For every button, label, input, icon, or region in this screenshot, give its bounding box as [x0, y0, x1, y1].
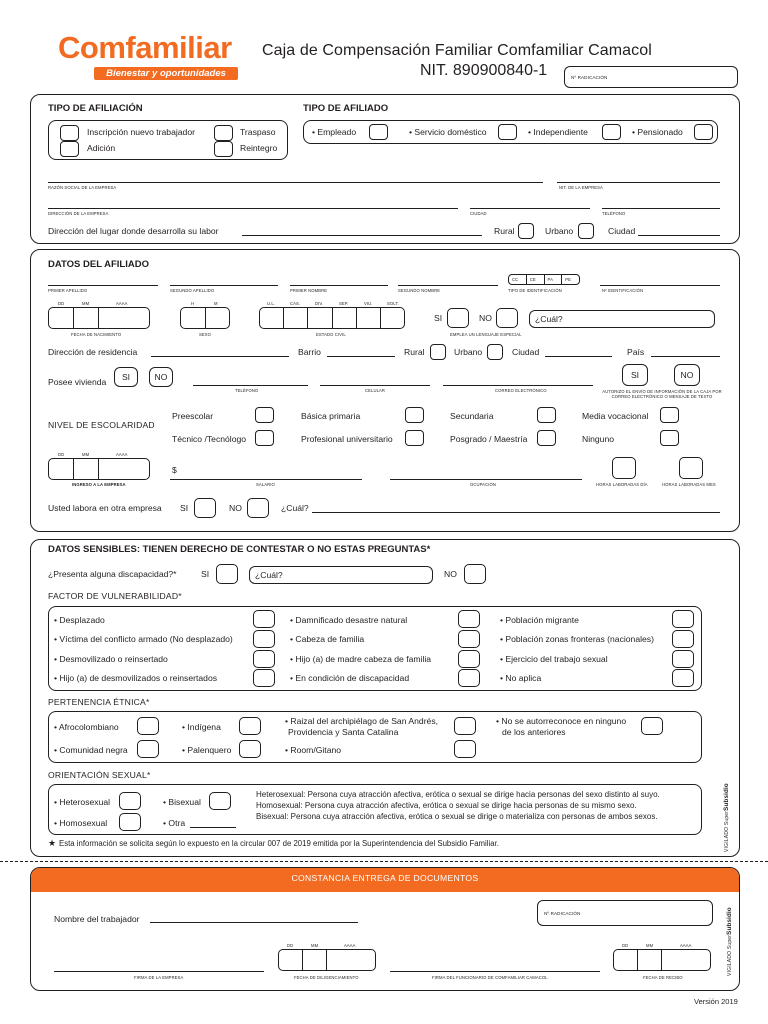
- id-type-pe[interactable]: PE: [565, 277, 572, 282]
- nombre-trabajador-line[interactable]: [150, 922, 358, 923]
- residencia-label: Dirección de residencia: [48, 347, 138, 357]
- sensibles-title: DATOS SENSIBLES: TIENEN DERECHO DE CONTESTAR O NO ESTAS PREGUNTAS*: [48, 544, 431, 555]
- pais-label: País: [627, 347, 645, 357]
- vivienda-si[interactable]: SI: [114, 367, 138, 387]
- fr-dd: DD: [622, 943, 629, 948]
- celular-line[interactable]: [320, 385, 430, 386]
- nit-empresa-line[interactable]: [557, 182, 720, 183]
- orientacion-homo: • Homosexual: [54, 818, 108, 828]
- label-empleado: • Empleado: [312, 127, 357, 137]
- nota-circular: Esta información se solicita según lo expuesto en la circular 007 de 2019 emitida por la Superintendencia del Subsidio Familiar.: [59, 839, 499, 848]
- label-pensionado: • Pensionado: [632, 127, 683, 137]
- page-title: Caja de Compensación Familiar Comfamiliar Camacol: [262, 42, 652, 59]
- nivel-posgrado: Posgrado / Maestría: [450, 434, 528, 444]
- checkbox-etnia-raizal[interactable]: [454, 717, 476, 735]
- checkbox-empleado[interactable]: [369, 124, 388, 140]
- vuln-victima: • Víctima del conflicto armado (No desplazado): [54, 634, 233, 644]
- vulnerabilidad-title: FACTOR DE VULNERABILIDAD*: [48, 591, 182, 601]
- checkbox-pensionado[interactable]: [694, 124, 713, 140]
- etnia-comunidad-negra: • Comunidad negra: [54, 745, 128, 755]
- escolaridad-title: NIVEL DE ESCOLARIDAD: [48, 420, 155, 430]
- otra-empresa-cual-line[interactable]: [312, 512, 720, 513]
- discapacidad-cual-field[interactable]: [249, 566, 433, 584]
- fecha-diligenciamiento-field[interactable]: [278, 949, 376, 971]
- nivel-basica: Básica primaria: [301, 411, 361, 421]
- correo-line[interactable]: [443, 385, 593, 386]
- fecha-recibo-field[interactable]: [613, 949, 711, 971]
- vuln-discapacidad: • En condición de discapacidad: [290, 673, 410, 683]
- checkbox-vuln-discapacidad[interactable]: [458, 669, 480, 687]
- firma-funcionario-label: FIRMA DEL FUNCIONARIO DE COMFAMILIAR CAMACOL: [432, 975, 548, 980]
- dd-label: DD: [58, 301, 65, 306]
- radicacion-field[interactable]: [564, 66, 738, 88]
- nivel-secundaria: Secundaria: [450, 411, 494, 421]
- residencia-line[interactable]: [151, 356, 289, 357]
- afiliado-tipo-title: TIPO DE AFILIADO: [303, 103, 389, 114]
- mm-label: MM: [82, 301, 90, 306]
- segundo-apellido-line[interactable]: [170, 285, 278, 286]
- checkbox-vuln-desmovilizado[interactable]: [253, 650, 275, 668]
- definicion-homosexual: Homosexual: Persona cuya atracción afectiva, erótica o sexual se dirige hacia personas de su mismo sexo.: [256, 801, 637, 810]
- definiciones-block: [256, 789, 660, 822]
- sexo-label: SEXO: [199, 332, 212, 337]
- checkbox-posgrado[interactable]: [537, 430, 556, 446]
- star-icon: ★: [48, 838, 57, 848]
- ingreso-dd: DD: [58, 452, 65, 457]
- logo-wordmark: Comfamiliar: [58, 30, 232, 65]
- numero-id-label: Nº IDENTIFICACIÓN: [602, 288, 644, 293]
- salario-currency: $: [172, 465, 177, 475]
- otra-empresa-si-label: SI: [180, 503, 189, 513]
- telefono-afiliado-label: TELÉFONO: [235, 388, 259, 393]
- checkbox-urbano-empresa[interactable]: [578, 223, 594, 239]
- etnia-indigena: • Indígena: [182, 722, 221, 732]
- orientacion-bisexual: • Bisexual: [163, 797, 201, 807]
- checkbox-vuln-hijo-madre[interactable]: [458, 650, 480, 668]
- checkbox-tecnico[interactable]: [255, 430, 274, 446]
- fr-aaaa: AAAA: [680, 943, 692, 948]
- rural-label-empresa: Rural: [494, 226, 515, 236]
- label-traspaso: Traspaso: [240, 127, 276, 137]
- vuln-cabeza-familia: • Cabeza de familia: [290, 634, 365, 644]
- aaaa-label: AAAA: [116, 301, 128, 306]
- primer-nombre-label: PRIMER NOMBRE: [290, 288, 328, 293]
- checkbox-orientacion-homo[interactable]: [119, 813, 141, 831]
- ciudad-empresa-label: CIUDAD: [470, 211, 487, 216]
- checkbox-preescolar[interactable]: [255, 407, 274, 423]
- correo-label: CORREO ELECTRÓNICO: [495, 388, 547, 393]
- estado-civil-label: ESTADO CIVIL: [316, 332, 346, 337]
- civil-viu: VIU.: [364, 301, 373, 306]
- orientacion-hetero: • Heterosexual: [54, 797, 111, 807]
- sexo-field[interactable]: [180, 307, 230, 329]
- checkbox-vuln-fronteras[interactable]: [672, 630, 694, 648]
- lenguaje-cual-field[interactable]: [529, 310, 715, 328]
- horas-mes-label: HORAS LABORADAS MES: [662, 482, 716, 487]
- checkbox-vuln-victima[interactable]: [253, 630, 275, 648]
- checkbox-media[interactable]: [660, 407, 679, 423]
- pais-line[interactable]: [651, 356, 720, 357]
- checkbox-rural-empresa[interactable]: [518, 223, 534, 239]
- definicion-bisexual: Bisexual: Persona cuya atracción afectiva, erótica o sexual se dirige o materializa con personas de ambos sexos.: [256, 812, 658, 821]
- ingreso-label: INGRESO A LA EMPRESA: [72, 482, 126, 487]
- etnia-palenquero: • Palenquero: [182, 745, 232, 755]
- afiliado-title: DATOS DEL AFILIADO: [48, 259, 149, 270]
- discapacidad-no-label: NO: [444, 569, 457, 579]
- ingreso-field[interactable]: [48, 458, 150, 480]
- fd-dd: DD: [287, 943, 294, 948]
- checkbox-independiente[interactable]: [602, 124, 621, 140]
- nivel-profesional: Profesional universitario: [301, 434, 393, 444]
- etnia-ninguno-2: de los anteriores: [502, 727, 566, 737]
- label-adicion: Adición: [87, 143, 116, 153]
- primer-apellido-label: PRIMER APELLIDO: [48, 288, 88, 293]
- etnica-title: PERTENENCIA ÉTNICA*: [48, 697, 150, 707]
- orientacion-title: ORIENTACIÓN SEXUAL*: [48, 770, 151, 780]
- etnia-ninguno: • No se autorreconoce en ninguno: [496, 716, 627, 726]
- telefono-empresa-line[interactable]: [602, 208, 720, 209]
- checkbox-adicion[interactable]: [60, 141, 79, 157]
- urbano-label-empresa: Urbano: [545, 226, 574, 236]
- radicacion-label: Nº RADICACIÓN: [571, 75, 608, 80]
- primer-apellido-line[interactable]: [48, 285, 158, 286]
- checkbox-inscripcion[interactable]: [60, 125, 79, 141]
- logo-tagline: Bienestar y oportunidades: [94, 67, 238, 80]
- numero-id-line[interactable]: [600, 285, 720, 286]
- fecha-nacimiento-field[interactable]: [48, 307, 150, 329]
- horas-dia-field[interactable]: [612, 457, 636, 479]
- otra-empresa-label: Usted labora en otra empresa: [48, 503, 162, 513]
- checkbox-basica[interactable]: [405, 407, 424, 423]
- nivel-tecnico: Técnico /Tecnólogo: [172, 434, 247, 444]
- checkbox-etnia-comunidad-negra[interactable]: [137, 740, 159, 758]
- etnia-raizal: • Raizal del archipiélago de San Andrés,: [285, 716, 439, 726]
- fecha-nacimiento-label: FECHA DE NACIMIENTO: [71, 332, 122, 337]
- etnia-afro: • Afrocolombiano: [54, 722, 119, 732]
- ciudad-residencia-label: Ciudad: [512, 347, 540, 357]
- ciudad-empresa-line[interactable]: [470, 208, 590, 209]
- ingreso-mm: MM: [82, 452, 90, 457]
- discapacidad-cual-label: ¿Cuál?: [255, 570, 283, 580]
- checkbox-lenguaje-si[interactable]: [447, 308, 469, 328]
- firma-empresa-label: FIRMA DE LA EMPRESA: [134, 975, 184, 980]
- salario-label: SALARIO: [256, 482, 275, 487]
- civil-sep: SEP.: [339, 301, 349, 306]
- checkbox-otra-empresa-no[interactable]: [247, 498, 269, 518]
- constancia-title: CONSTANCIA ENTREGA DE DOCUMENTOS: [291, 873, 479, 883]
- segundo-nombre-label: SEGUNDO NOMBRE: [398, 288, 441, 293]
- section-afiliacion: [30, 94, 740, 244]
- primer-nombre-line[interactable]: [290, 285, 388, 286]
- horas-dia-label: HORAS LABORADAS DÍA: [596, 482, 648, 487]
- celular-label: CELULAR: [365, 388, 386, 393]
- ciudad-labor-label: Ciudad: [608, 226, 636, 236]
- ingreso-aaaa: AAAA: [116, 452, 128, 457]
- segundo-apellido-label: SEGUNDO APELLIDO: [170, 288, 215, 293]
- barrio-line[interactable]: [327, 356, 395, 357]
- firma-funcionario-line[interactable]: [390, 971, 600, 972]
- sexo-m-label: M: [214, 301, 218, 306]
- horas-mes-field[interactable]: [679, 457, 703, 479]
- salario-line[interactable]: [170, 479, 362, 480]
- afiliacion-title: TIPO DE AFILIACIÓN: [48, 103, 143, 114]
- ocupacion-label: OCUPACIÓN: [470, 482, 496, 487]
- checkbox-secundaria[interactable]: [537, 407, 556, 423]
- afiliacion-box: [48, 120, 288, 160]
- direccion-labor-label: Dirección del lugar donde desarrolla su labor: [48, 226, 219, 236]
- nit-label: NIT. 890900840-1: [420, 62, 548, 79]
- version-label: Versión 2019: [694, 997, 738, 1006]
- checkbox-vuln-trabajo-sexual[interactable]: [672, 650, 694, 668]
- fd-mm: MM: [311, 943, 319, 948]
- vigilado-supersubsidio-1: VIGILADO SuperSubsidio: [723, 783, 730, 852]
- checkbox-orientacion-bisexual[interactable]: [209, 792, 231, 810]
- nombre-trabajador-label: Nombre del trabajador: [54, 914, 140, 924]
- sexo-h-label: H: [191, 301, 195, 306]
- rural-label: Rural: [404, 347, 425, 357]
- id-type-pa[interactable]: PA: [545, 275, 563, 284]
- fecha-recibo-label: FECHA DE RECIBO: [643, 975, 683, 980]
- constancia-radicacion-field[interactable]: [537, 900, 713, 926]
- checkbox-otra-empresa-si[interactable]: [194, 498, 216, 518]
- autorizo-si[interactable]: SI: [622, 364, 648, 386]
- vivienda-no[interactable]: NO: [149, 367, 173, 387]
- checkbox-etnia-room[interactable]: [454, 740, 476, 758]
- otra-empresa-no-label: NO: [229, 503, 242, 513]
- checkbox-rural[interactable]: [430, 344, 446, 360]
- checkbox-servicio-domestico[interactable]: [498, 124, 517, 140]
- checkbox-etnia-ninguno[interactable]: [641, 717, 663, 735]
- direccion-empresa-label: DIRECCIÓN DE LA EMPRESA: [48, 211, 109, 216]
- civil-div: DIV.: [315, 301, 324, 306]
- vigilado-supersubsidio-2: VIGILADO SuperSubsidio: [726, 907, 733, 976]
- checkbox-profesional[interactable]: [405, 430, 424, 446]
- razon-social-label: RAZÓN SOCIAL DE LA EMPRESA: [48, 185, 117, 190]
- label-reintegro: Reintegro: [240, 143, 278, 153]
- cut-line: [0, 861, 768, 862]
- direccion-labor-line[interactable]: [242, 235, 482, 236]
- fr-mm: MM: [646, 943, 654, 948]
- vuln-migrante: • Población migrante: [500, 615, 579, 625]
- vuln-trabajo-sexual: • Ejercicio del trabajo sexual: [500, 654, 608, 664]
- checkbox-orientacion-hetero[interactable]: [119, 792, 141, 810]
- vuln-no-aplica: • No aplica: [500, 673, 542, 683]
- orientacion-otra: • Otra: [163, 818, 186, 828]
- civil-cas: CAS.: [290, 301, 301, 306]
- checkbox-etnia-afro[interactable]: [137, 717, 159, 735]
- checkbox-lenguaje-no[interactable]: [496, 308, 518, 328]
- civil-solt: SOLT.: [387, 301, 399, 306]
- telefono-afiliado-line[interactable]: [193, 385, 308, 386]
- lenguaje-no-label: NO: [479, 313, 492, 323]
- estado-civil-field[interactable]: [259, 307, 405, 329]
- nivel-preescolar: Preescolar: [172, 411, 214, 421]
- etnia-room: • Room/Gitano: [285, 745, 342, 755]
- constancia-radicacion-label: Nº RADICACIÓN: [544, 911, 581, 916]
- autorizo-label: AUTORIZO EL ENVÍO DE INFORMACIÓN DE LA CAJA POR CORREO ELECTRÓNICO O MENSAJE DE TEXTO: [602, 389, 722, 399]
- vuln-hijo-desmovilizado: • Hijo (a) de desmovilizados o reinsertados: [54, 673, 218, 683]
- nit-empresa-label: NIT. DE LA EMPRESA: [559, 185, 603, 190]
- checkbox-traspaso[interactable]: [214, 125, 233, 141]
- direccion-empresa-line[interactable]: [48, 208, 458, 209]
- ciudad-residencia-line[interactable]: [545, 356, 612, 357]
- vuln-fronteras: • Población zonas fronteras (nacionales): [500, 634, 654, 644]
- checkbox-etnia-palenquero[interactable]: [239, 740, 261, 758]
- checkbox-vuln-desplazado[interactable]: [253, 610, 275, 628]
- vuln-desmovilizado: • Desmovilizado o reinsertado: [54, 654, 168, 664]
- etnia-raizal-2: Providencia y Santa Catalina: [288, 727, 399, 737]
- firma-empresa-line[interactable]: [54, 971, 264, 972]
- id-type-ce[interactable]: CE: [527, 275, 545, 284]
- ciudad-labor-line[interactable]: [638, 235, 720, 236]
- checkbox-discapacidad-si[interactable]: [216, 564, 238, 584]
- vuln-hijo-madre: • Hijo (a) de madre cabeza de familia: [290, 654, 432, 664]
- segundo-nombre-line[interactable]: [398, 285, 498, 286]
- vuln-damnificado: • Damnificado desastre natural: [290, 615, 408, 625]
- ocupacion-line[interactable]: [390, 479, 582, 480]
- orientacion-otra-line[interactable]: [190, 827, 236, 828]
- label-servicio-domestico: • Servicio doméstico: [409, 127, 487, 137]
- vivienda-label: Posee vivienda: [48, 377, 107, 387]
- nivel-media: Media vocacional: [582, 411, 649, 421]
- fd-aaaa: AAAA: [344, 943, 356, 948]
- brand-logo: [58, 30, 240, 82]
- id-type-cc[interactable]: CC: [509, 275, 527, 284]
- checkbox-urbano[interactable]: [487, 344, 503, 360]
- checkbox-reintegro[interactable]: [214, 141, 233, 157]
- lenguaje-label: EMPLEA UN LENGUAJE ESPECIAL: [450, 332, 522, 337]
- fecha-diligenciamiento-label: FECHA DE DILIGENCIAMIENTO: [294, 975, 359, 980]
- lenguaje-si-label: SI: [434, 313, 443, 323]
- checkbox-discapacidad-no[interactable]: [464, 564, 486, 584]
- checkbox-etnia-indigena[interactable]: [239, 717, 261, 735]
- label-independiente: • Independiente: [528, 127, 588, 137]
- autorizo-no[interactable]: NO: [674, 364, 700, 386]
- definicion-heterosexual: Heterosexual: Persona cuya atracción afectiva, erótica o sexual se dirige hacia personas del sexo distinto al suyo.: [256, 790, 660, 799]
- lenguaje-cual-label: ¿Cuál?: [535, 314, 563, 324]
- id-type-group: [508, 274, 580, 285]
- discapacidad-label: ¿Presenta alguna discapacidad?*: [48, 569, 177, 579]
- checkbox-vuln-migrante[interactable]: [672, 610, 694, 628]
- vuln-desplazado: • Desplazado: [54, 615, 105, 625]
- otra-empresa-cual-label: ¿Cuál?: [281, 503, 309, 513]
- checkbox-vuln-cabeza-familia[interactable]: [458, 630, 480, 648]
- checkbox-vuln-hijo-desmovilizado[interactable]: [253, 669, 275, 687]
- discapacidad-si-label: SI: [201, 569, 210, 579]
- checkbox-vuln-no-aplica[interactable]: [672, 669, 694, 687]
- checkbox-vuln-damnificado[interactable]: [458, 610, 480, 628]
- section-constancia: [30, 867, 740, 991]
- label-inscripcion: Inscripción nuevo trabajador: [87, 127, 195, 137]
- telefono-empresa-label: TELÉFONO: [602, 211, 626, 216]
- nivel-ninguno: Ninguno: [582, 434, 615, 444]
- civil-ul: U.L.: [267, 301, 276, 306]
- urbano-label: Urbano: [454, 347, 483, 357]
- checkbox-ninguno[interactable]: [660, 430, 679, 446]
- razon-social-line[interactable]: [48, 182, 543, 183]
- tipo-id-label: TIPO DE IDENTIFICACIÓN: [508, 288, 562, 293]
- barrio-label: Barrio: [298, 347, 321, 357]
